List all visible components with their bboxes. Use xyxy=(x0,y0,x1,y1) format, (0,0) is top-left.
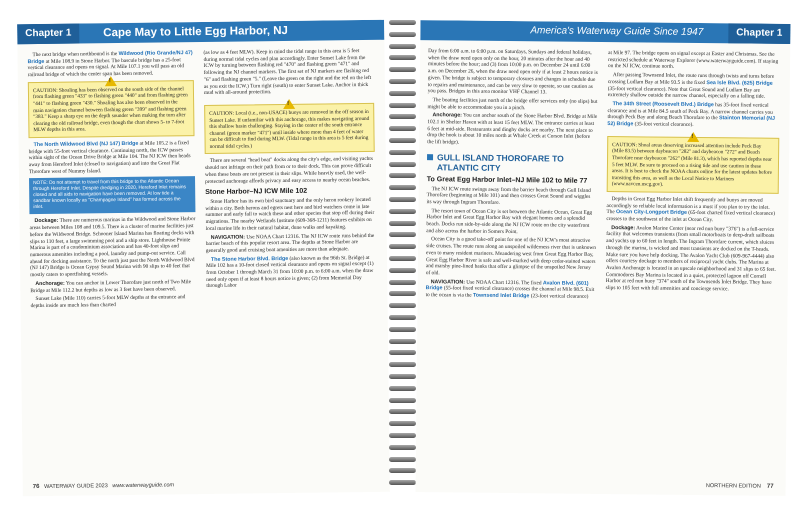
binding-ring xyxy=(389,138,416,143)
text: (55-foot fixed vertical clearance) crosses the channel at Mile 98.5. Exit to the ocean is via the xyxy=(425,285,595,299)
label-navigation: NAVIGATION: xyxy=(210,234,246,241)
text: After passing Townsend Inlet, the route runs through twists and turns before crossing Ludlam Bay at Mile 93.5 is the fixed xyxy=(607,72,775,86)
chapter-tab: Chapter 1 xyxy=(17,24,79,45)
caution-box xyxy=(204,100,375,155)
binding-ring xyxy=(389,79,416,84)
right-page xyxy=(416,20,791,496)
footer-publication: WATERWAY GUIDE 2023 xyxy=(44,483,108,490)
footer-url: www.waterwayguide.com xyxy=(112,482,175,490)
guide-motto: America's Waterway Guide Since 1947 xyxy=(530,25,704,39)
binding-ring xyxy=(389,303,416,308)
caution-text: CAUTION: Local (i.e., non-USACE) buoys are removed in the off season in Sunset Lake. If unfamiliar with this anchorage, this makes navigating around this shallow basin challenging. Staying in the center of the south entrance channel (green marker "471") until inside where more than 4 feet of water can be difficult to find during MLW. (Tidal range in this area is 5 feet during normal tidal cycles.) xyxy=(209,108,370,150)
binding-ring xyxy=(389,327,416,332)
bridge-name: Ocean City-Longport Bridge xyxy=(616,209,687,217)
binding-ring xyxy=(389,67,416,72)
text: (23-foot vertical clearance) xyxy=(529,293,589,300)
binding-ring xyxy=(389,268,416,273)
binding-ring xyxy=(389,126,416,131)
paragraph: The NJ ICW route swings away from the barrier beach through Gull Island Thorofare (beginning at Mile 101) and then crosses Great Sound and wiggles its way through Ingram Thorofare. xyxy=(426,185,591,206)
text: (65-foot charted fixed vertical clearance) crosses to the southwest of the inlet at Ocean City. xyxy=(606,210,776,224)
label-dockage: Dockage: xyxy=(611,224,636,232)
spiral-binding xyxy=(389,20,416,500)
warning-icon: ! xyxy=(105,76,117,86)
binding-ring xyxy=(389,374,416,379)
binding-ring xyxy=(389,457,416,462)
binding-ring xyxy=(389,244,416,249)
binding-ring xyxy=(389,197,416,202)
binding-ring xyxy=(389,20,416,25)
subheading-great-egg: To Great Egg Harbor Inlet–NJ Mile 102 to Mile 77 xyxy=(426,175,588,185)
paragraph: Ocean City is a good take-off point for one of the NJ ICW's most attractive side cruises. The route runs along an unspoiled wilderness river that is unknown even to many resident mariners. Meandering west from Great Egg Harbor Bay, Great Egg Harbor River is safe and well-marked with deep cedar-stained waters and marshy pine-lined banks that offer a glimpse of the unspoiled New Jersey of old. xyxy=(425,236,596,277)
right-footer xyxy=(706,483,774,490)
text: There are numerous marinas in the Wildwood and Stone Harbor areas between Miles 108 and 109.5. There is a cluster of marine facilities just before the Wildwood Bridge. Schooner Island Marina has floating docks with slips to 110 feet, a large swimming pool and a ship store. Lighthouse Pointe Marina is part of a condominium association and has 40-foot slips and numerous amenities including a pool, laundry and pump-out service. Call ahead for docking assistance. To the north just past the North Wildwood Blvd (NJ 147) Bridge is Ocean Gypsy Sound Marina with 90 slips to 40 feet that mostly caters to sportfishing vessels. xyxy=(29,216,196,279)
section-heading xyxy=(427,152,597,174)
text: at Mile 105.2 is a fixed bridge with 55-foot vertical clearance. Continuing north, the ICW passes within sight of the Ocean Drive Bridge at Mile 104. The NJ ICW then heads away from Hereford Inlet (closed to navigation) and into the Great Flat Thorofare west of Nummy Island. xyxy=(28,140,191,175)
binding-ring xyxy=(389,173,416,178)
text: at Mile 108.9 in Stone Harbor. The bascule bridge has a 25-foot vertical clearance and opens on signal. At Mile 107.1 you will pass an old railroad bridge of which the center span has been removed. xyxy=(27,56,185,79)
binding-ring xyxy=(389,339,416,344)
label-anchorage: Anchorage: xyxy=(432,112,462,119)
caution-box xyxy=(28,77,195,138)
warning-icon: ! xyxy=(687,132,699,142)
binding-ring xyxy=(389,103,416,108)
chapter-header-band xyxy=(17,20,384,44)
bridge-name: Sea Isle Blvd. (625) Bridge xyxy=(706,79,773,87)
binding-ring xyxy=(389,44,416,49)
subheading-stone-harbor: Stone Harbor–NJ ICW Mile 102 xyxy=(205,188,308,197)
binding-ring xyxy=(389,162,416,167)
text: has 35-foot fixed vertical clearance and is at Mile 84.5 south of Peck Bay. A narrow channel carries you through Peck Bay and along Beach Thorofare to the xyxy=(607,102,773,122)
binding-ring xyxy=(389,91,416,96)
caution-text: CAUTION: Shoaling has been observed on the south side of the channel from flashing green "433" to flashing green "440" and from flashing green "441" to flashing green "430." Shoaling has also been observed in the main navigation channel between flashing green "399" and flashing green "383." Keep a sharp eye on the depth sounder when making the turn after clearing the old railroad bridge, even though the chart shows 5- to 7-foot MLW depths in this area. xyxy=(32,86,188,134)
binding-ring xyxy=(389,280,416,285)
section-title: GULL ISLAND THOROFARE TO ATLANTIC CITY xyxy=(436,152,564,173)
section-marker-icon xyxy=(427,154,433,160)
bridge-name: Wildwood (Rio Grande/NJ 47) Bridge xyxy=(27,50,193,65)
paragraph: There are several "head boat" docks along the city's edge, and visiting yachts should not infringe on their path from or to their dock. This can prove difficult when these boats are not present in their slips. While heavily used, the well-protected anchorage affords privacy and easy access to nearby ocean beaches. xyxy=(204,156,373,185)
binding-ring xyxy=(389,150,416,155)
paragraph: The resort town of Ocean City is set between the Atlantic Ocean, Great Egg Harbor Inlet and Great Egg Harbor Bay with elegant homes and a splendid beach. Docks run side-by-side along the NJ ICW route on the city waterfront and also across the harbor in Somers Point. xyxy=(426,207,593,235)
left-column-1 xyxy=(27,50,196,312)
binding-ring xyxy=(389,421,416,426)
binding-ring xyxy=(389,398,416,403)
text: Avalon Marine Center (near red nun buoy "376") is a full-service facility that welcomes transients (from small motorboats to deep-draft sailboats and yachts up to 60 feet in length. The Ingram Thorofare current, which sluices through the marina, is wicked and most transients are docked on the T-heads. Make sure you have help docking. The Avalon Yacht Club (609-967-4444) also offers courtesy dockage to members of reciprocal yacht clubs. The Marina at Avalon Anchorage is located in an upscale neighborhood and 31 slips to 65 feet. Commodores Bay Marina is located in a quiet, protected lagoon off Cornell Harbor at red nun buoy "374" south of the Townsends Inlet Bridge. They have slips to 105 feet with full amenities and concierge service. xyxy=(605,225,776,293)
left-page xyxy=(17,20,390,496)
bridge-name: The North Wildwood Blvd (NJ 147) Bridge xyxy=(33,140,139,149)
binding-ring xyxy=(389,209,416,214)
text: (35-foot vertical clearance). xyxy=(633,121,694,128)
chapter-tab: Chapter 1 xyxy=(728,23,790,44)
paragraph: Sunset Lake (Mile 110) carries 5-foot MLW depths at the entrance and depths inside are much less than charted xyxy=(30,294,186,310)
chapter-header-band xyxy=(420,20,790,44)
left-column-2 xyxy=(203,48,376,292)
binding-ring xyxy=(389,409,416,414)
right-column-2 xyxy=(606,50,781,296)
paragraph: (as low as 4 feet MLW). Keep in mind the tidal range in this area is 5 feet during normal tidal cycles and plan accordingly. Enter Sunset Lake from the ICW by turning between flashing red "470" and flashing green "471" and following the NJ channel markers. The first set of NJ markers are flashing red "6" and flashing green "5." (Leave the green on the right and the red on the left as you exit the ICW.) Turn right (south) to enter Sunset Lake. Anchor in thick mud with all-around protection. xyxy=(203,48,372,97)
page-number: 77 xyxy=(766,483,774,490)
text: (also known as the 96th St. Bridge) at Mile 102 has a 10-foot closed vertical clearance and opens on signal except (1) from October 1 through March 31 from 10:00 p.m. to 6:00 a.m. when the draw need only open if at least 8 hours notice is given; (2) from Memorial Day through Labor xyxy=(206,254,374,290)
text: You can anchor south of the Stone Harbor Blvd. Bridge at Mile 102.1 in Shelter Haven with at least 15 feet MLW. The entrance carries at least 6 feet at mid-side. Restaurants and dinghy docks are nearby. The next place to drop the hook is about 10 miles north at Whale Creek at Corson Inlet (before the lift bridge). xyxy=(427,112,598,146)
binding-ring xyxy=(389,55,416,60)
binding-ring xyxy=(389,185,416,190)
chapter-title: Cape May to Little Egg Harbor, NJ xyxy=(103,24,288,40)
caution-box xyxy=(607,133,780,194)
binding-ring xyxy=(389,221,416,226)
binding-ring xyxy=(389,315,416,320)
text: Depths in Great Egg Harbor Inlet shift frequently and buoys are moved accordingly so reliable local information is a must if you plan to try the inlet. The xyxy=(606,195,770,216)
right-column-1 xyxy=(426,48,599,303)
bridge-name: The 34th Street (Roosevelt Blvd.) Bridge xyxy=(612,101,714,109)
binding-ring xyxy=(389,433,416,438)
bridge-name: Stainton Memorial (NJ 52) Bridge xyxy=(607,115,775,128)
binding-ring xyxy=(389,232,416,237)
text: The next bridge when northbound is the xyxy=(32,51,119,59)
binding-ring xyxy=(389,468,416,473)
binding-ring xyxy=(389,445,416,450)
binding-ring xyxy=(389,386,416,391)
label-anchorage: Anchorage: xyxy=(35,280,65,287)
binding-ring xyxy=(389,291,416,296)
binding-ring xyxy=(389,480,416,485)
bridge-name: Townsend Inlet Bridge xyxy=(472,292,530,300)
binding-ring xyxy=(389,256,416,261)
binding-ring xyxy=(389,350,416,355)
paragraph: The boating facilities just north of the bridge offer services only (no slips) but might be able to accommodate you in a pinch. xyxy=(427,97,598,111)
binding-ring xyxy=(389,32,416,37)
text: Use NOAA Chart 12316. The fixed xyxy=(464,279,543,287)
footer-edition: NORTHERN EDITION xyxy=(705,483,761,490)
warning-icon: ! xyxy=(283,99,295,109)
note-box: NOTE: Do not attempt to travel from this bridge to the Atlantic Ocean through Hereford Inlet. Despite dredging in 2020, Hereford Inlet remains closed and all aids to navigation have been removed. At low tide a sandbar known locally as "Champagne Island" has formed across the inlet. xyxy=(29,177,195,215)
text: Use NOAA Chart 12316. The NJ ICW route runs behind the barrier beach of this popular resort area. The depths at Stone Harbor are generally good and cruising boat amenities are more than adequate. xyxy=(205,232,375,254)
label-navigation: NAVIGATION: xyxy=(430,278,466,286)
paragraph: Day from 6:00 a.m. to 6:00 p.m. on Saturdays, Sundays and federal holidays, when the draw need open only on the hour, 20 minutes after the hour and 40 minutes before the hour; and (3) from 10:00 p.m. on December 24 until 6:00 a.m. on December 26, when the draw need open only if at least 2 hours notice is given. The bridge is subject to temporary closures and changes in schedule due to repairs and maintenance, and can be very slow to operate, so use caution as you pass. Bridges in this area monitor VHF Channel 13. xyxy=(427,48,598,96)
text: You can anchor in Lower Thorofare just north of Two Mile Bridge at Mile 112.2 but depths as low as 3 feet have been observed. xyxy=(30,278,192,294)
binding-ring xyxy=(389,362,416,367)
bridge-name: The Stone Harbor Blvd. Bridge xyxy=(210,255,289,263)
caution-text: CAUTION: Shoal areas deserving increased attention include Peck Bay (Mile 83.5) between daybeacon "282" and daybeacon "272" and Beach Thorofare near daybeacon "262" (Mile 81.3), which has reported depths near 5 feet MLW. Be sure to proceed on a rising tide and use caution in these areas. It is best to check the NOAA charts online for the latest updates before transiting this area, as well as the Local Notice to Mariners (www.navcen.uscg.gov). xyxy=(611,141,772,188)
paragraph: Stone Harbor has its own bird sanctuary and the only heron rookery located within a city. Both herons and egrets nest here and bird watchers come in late summer and early fall to watch these and other species that stop off during their migrations. The nearby Wetlands Institute (609-368-1211) features exhibits on local marine life in their natural habitat, dune walks and kayaking. xyxy=(205,196,375,232)
left-footer xyxy=(33,482,174,490)
text: (35-foot vertical clearance). Note that Great Sound and Ludlam Bay are extremely shallow outside the narrow channel, especially on a falling tide. xyxy=(607,85,766,100)
page-number: 76 xyxy=(32,484,40,491)
bridge-name: Avalon Blvd. (601) Bridge xyxy=(425,280,589,292)
binding-ring xyxy=(389,114,416,119)
label-dockage: Dockage: xyxy=(34,218,59,225)
paragraph: at Mile 97. The bridge opens on signal except at Easter and Christmas. See the restricted schedule at Waterway Explorer (www.waterwayguide.com). If staying on the NJ ICW, continue north. xyxy=(607,50,779,71)
